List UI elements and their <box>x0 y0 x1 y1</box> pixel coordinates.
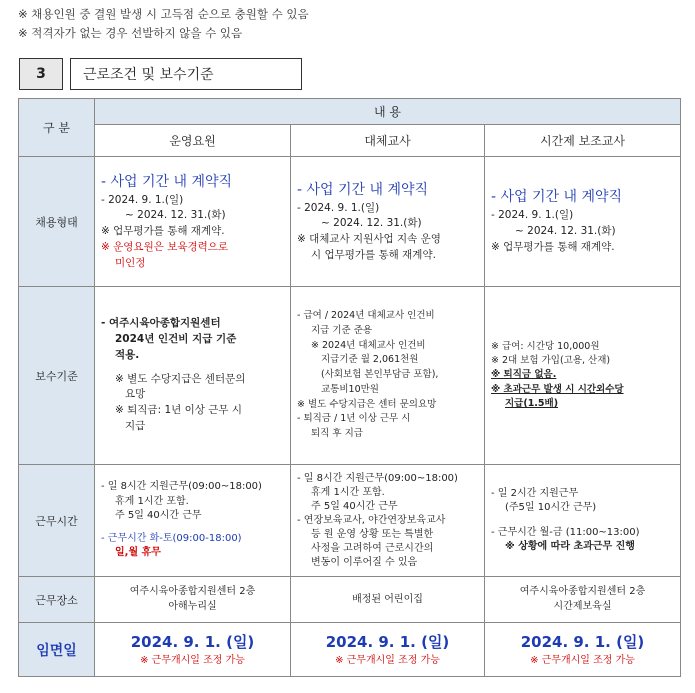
salary-operator-l6: ※ 퇴직금: 1년 이상 근무 시 <box>115 404 242 417</box>
hours-operator-l3: 주 5일 40시간 근무 <box>115 510 202 522</box>
hours-operator-l2: 휴게 1시간 포함. <box>115 495 189 507</box>
salary-operator-l2: 2024년 인건비 지급 기준 <box>115 333 237 346</box>
place-substitute <box>291 577 485 623</box>
col-header-operator: 운영요원 <box>95 125 291 157</box>
salary-substitute-l9: 퇴직 후 지급 <box>311 428 363 440</box>
salary-substitute-l5: (사회보험 본인부담금 포함), <box>321 369 439 381</box>
hours-substitute-l4: - 연장보육교사, 야간연장보육교사 <box>297 514 446 526</box>
hours-operator-l1: - 일 8시간 지원근무(09:00~18:00) <box>101 481 262 493</box>
employment-substitute-note: ※ 대체교사 지원사업 지속 운영 <box>297 233 441 245</box>
note-line-1: ※ 채용인원 중 결원 발생 시 고득점 순으로 충원할 수 있음 <box>18 7 309 21</box>
hours-substitute-l2: 휴게 1시간 포함. <box>311 486 385 498</box>
employment-parttime-title: - 사업 기간 내 계약직 <box>491 189 623 206</box>
hours-operator <box>95 465 291 577</box>
col-header-parttime: 시간제 보조교사 <box>485 125 681 157</box>
start-date-substitute: 2024. 9. 1. (일) <box>325 632 450 651</box>
hours-parttime <box>485 465 681 577</box>
note-line-2: ※ 적격자가 없는 경우 선발하지 않을 수 있음 <box>18 26 243 40</box>
start-parttime <box>485 623 681 677</box>
employment-operator-note: ※ 업무평가를 통해 재계약. <box>101 225 225 238</box>
salary-substitute-l6: 교통비10만원 <box>321 383 379 395</box>
salary-parttime-l1: ※ 급여: 시간당 10,000원 <box>491 340 600 352</box>
place-parttime-l1: 여주시육아종합지원센터 2층 <box>519 586 646 597</box>
salary-substitute-l3: ※ 2024년 대체교사 인건비 <box>311 339 426 351</box>
salary-operator-l3: 적용. <box>115 348 140 361</box>
hours-substitute-l6: 사정을 고려하여 근로시간의 <box>311 542 434 554</box>
row-label-hours: 근무시간 <box>19 465 95 577</box>
start-note-operator: ※ 근무개시일 조정 가능 <box>140 655 245 667</box>
start-note-substitute: ※ 근무개시일 조정 가능 <box>335 655 440 667</box>
col-header-substitute: 대체교사 <box>291 125 485 157</box>
category-header: 구 분 <box>19 99 95 157</box>
salary-substitute-l1: - 급여 / 2024년 대체교사 인건비 <box>297 310 435 322</box>
section-title: 근로조건 및 보수기준 <box>70 58 302 90</box>
content-header: 내 용 <box>95 99 681 125</box>
hours-substitute-l1: - 일 8시간 지원근무(09:00~18:00) <box>297 472 458 484</box>
employment-parttime-end: ~ 2024. 12. 31.(화) <box>515 225 616 238</box>
hours-operator-l4: - 근무시간 화-토(09:00-18:00) <box>101 532 242 544</box>
employment-parttime-note: ※ 업무평가를 통해 재계약. <box>491 240 615 253</box>
hours-substitute-l7: 변동이 이루어질 수 있음 <box>311 556 418 568</box>
hours-substitute-l3: 주 5일 40시간 근무 <box>311 500 398 512</box>
salary-operator <box>95 287 291 465</box>
start-operator <box>95 623 291 677</box>
employment-substitute <box>291 157 485 287</box>
employment-operator-warning: ※ 운영요원은 보육경력으로 <box>101 240 229 253</box>
place-parttime <box>485 577 681 623</box>
conditions-table <box>18 98 681 677</box>
employment-operator-end: ~ 2024. 12. 31.(화) <box>125 209 226 222</box>
salary-operator-l5: 요망 <box>125 388 146 401</box>
hours-parttime-l4: ※ 상황에 따라 초과근무 진행 <box>505 541 635 552</box>
salary-operator-l1: - 여주시육아종합지원센터 <box>101 317 221 330</box>
salary-parttime-l3: ※ 퇴직금 없음. <box>491 369 557 381</box>
employment-operator-title: - 사업 기간 내 계약직 <box>101 173 233 190</box>
salary-parttime-l5: 지급(1.5배) <box>505 397 559 409</box>
employment-substitute-title: - 사업 기간 내 계약직 <box>297 181 429 198</box>
salary-operator-l7: 지급 <box>125 419 146 432</box>
salary-substitute <box>291 287 485 465</box>
row-label-employment: 채용형태 <box>19 157 95 287</box>
employment-operator-warning-2: 미인정 <box>115 256 146 269</box>
hours-operator-l5: 일,월 휴무 <box>115 547 161 559</box>
employment-operator <box>95 157 291 287</box>
start-date-parttime: 2024. 9. 1. (일) <box>520 632 645 651</box>
salary-parttime-l4: ※ 초과근무 발생 시 시간외수당 <box>491 383 624 395</box>
place-operator-l2: 아해누리실 <box>168 600 217 612</box>
hours-substitute-l5: 등 원 운영 상황 또는 특별한 <box>311 528 434 540</box>
hours-parttime-l3: - 근무시간 월-금 (11:00~13:00) <box>491 526 640 538</box>
salary-operator-l4: ※ 별도 수당지급은 센터문의 <box>115 372 246 385</box>
salary-substitute-l8: - 퇴직금 / 1년 이상 근무 시 <box>297 413 411 425</box>
employment-operator-start: - 2024. 9. 1.(일) <box>101 193 184 206</box>
salary-substitute-l4: 지급기준 월 2,061천원 <box>321 354 419 366</box>
place-parttime-l2: 시간제보육실 <box>553 600 612 612</box>
hours-substitute <box>291 465 485 577</box>
employment-substitute-start: - 2024. 9. 1.(일) <box>297 201 380 214</box>
section-number: 3 <box>19 58 63 90</box>
employment-substitute-note-2: 시 업무평가를 통해 재계약. <box>311 248 436 261</box>
start-date-operator: 2024. 9. 1. (일) <box>130 632 255 651</box>
row-label-place: 근무장소 <box>19 577 95 623</box>
salary-substitute-l2: 지급 기준 준용 <box>311 324 373 336</box>
salary-parttime <box>485 287 681 465</box>
place-operator <box>95 577 291 623</box>
start-note-parttime: ※ 근무개시일 조정 가능 <box>530 655 635 667</box>
hours-parttime-l2: (주5일 10시간 근무) <box>505 502 597 513</box>
hours-parttime-l1: - 일 2시간 지원근무 <box>491 487 579 499</box>
row-label-start: 임면일 <box>19 623 95 677</box>
salary-parttime-l2: ※ 2대 보험 가입(고용, 산재) <box>491 355 611 367</box>
place-operator-l1: 여주시육아종합지원센터 2층 <box>129 586 256 597</box>
salary-substitute-l7: ※ 별도 수당지급은 센터 문의요망 <box>297 398 437 410</box>
employment-parttime-start: - 2024. 9. 1.(일) <box>491 209 574 222</box>
row-label-salary: 보수기준 <box>19 287 95 465</box>
start-substitute <box>291 623 485 677</box>
place-substitute-l1: 배정된 어린이집 <box>352 594 423 605</box>
employment-parttime <box>485 157 681 287</box>
employment-substitute-end: ~ 2024. 12. 31.(화) <box>321 217 422 230</box>
